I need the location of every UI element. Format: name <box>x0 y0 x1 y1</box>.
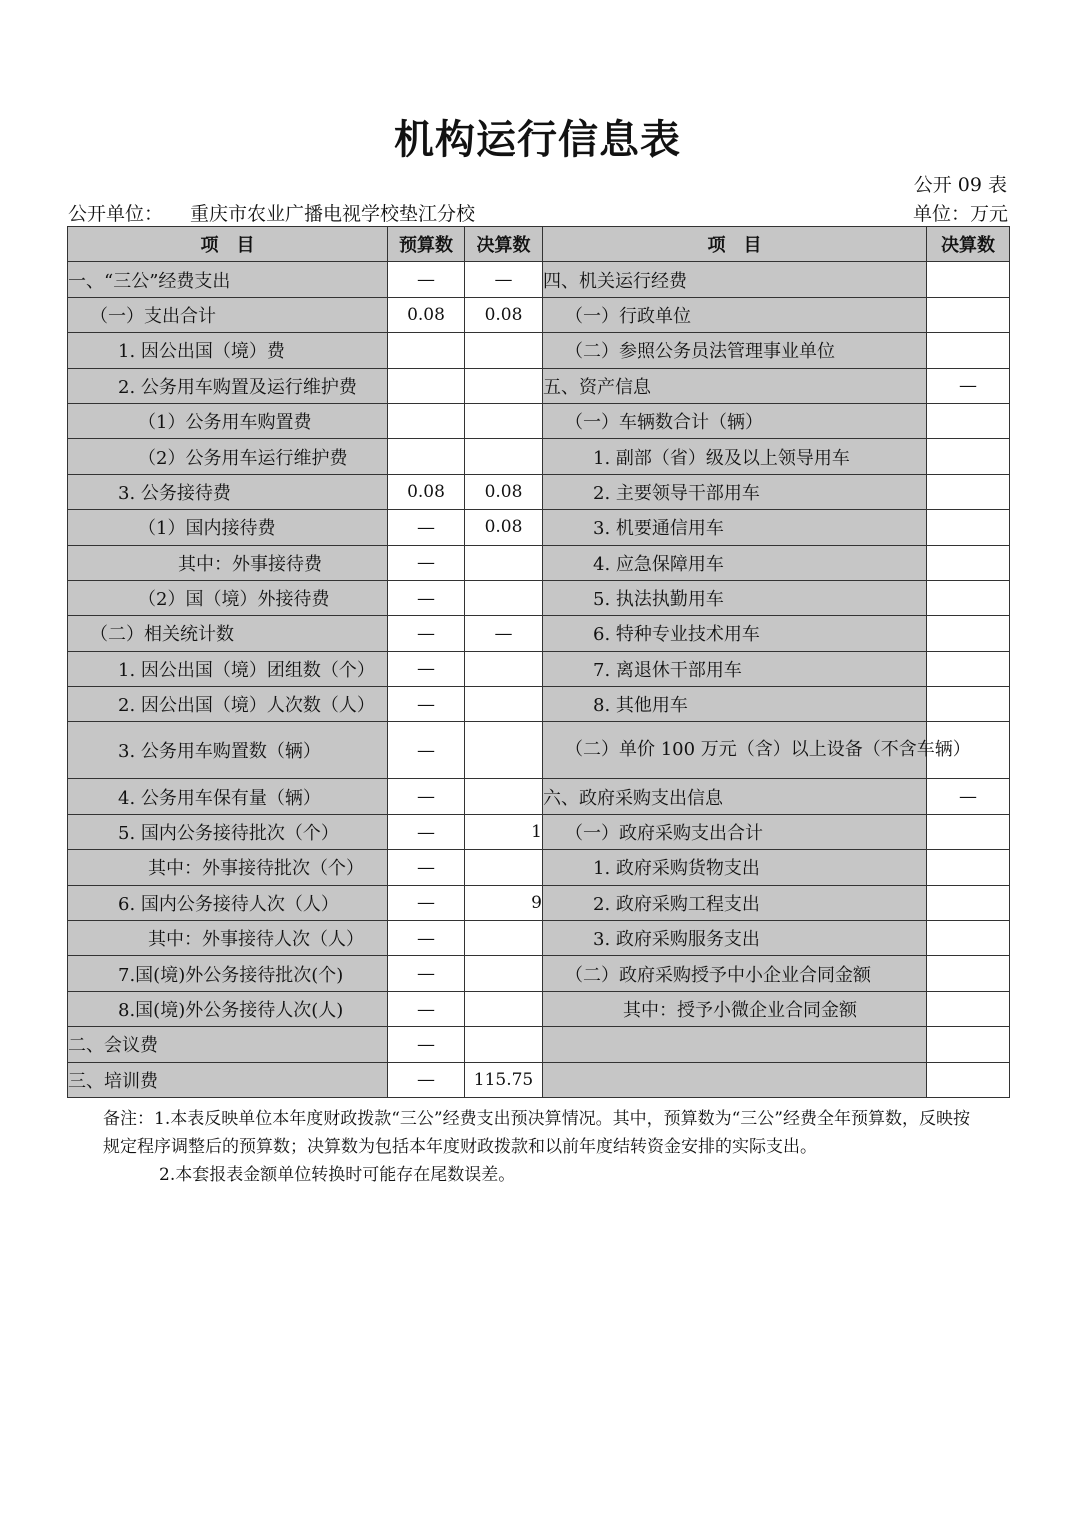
right-item: 4. 应急保障用车 <box>543 545 927 580</box>
final-value <box>465 403 543 438</box>
right-item: （二）参照公务员法管理事业单位 <box>543 333 927 368</box>
left-item: （1）国内接待费 <box>68 510 388 545</box>
budget-value: — <box>388 991 465 1026</box>
right-item: 3. 机要通信用车 <box>543 510 927 545</box>
right-value <box>927 439 1010 474</box>
budget-value: — <box>388 779 465 814</box>
left-item: 其中：外事接待批次（个） <box>68 850 388 885</box>
left-item: 4. 公务用车保有量（辆） <box>68 779 388 814</box>
unit-label: 公开单位： <box>68 203 164 225</box>
budget-value: — <box>388 814 465 849</box>
right-item: 7. 离退休干部用车 <box>543 651 927 686</box>
final-value <box>465 921 543 956</box>
unit-row <box>68 199 1008 225</box>
final-value <box>465 368 543 403</box>
final-value <box>465 333 543 368</box>
final-value <box>465 956 543 991</box>
right-item: 2. 政府采购工程支出 <box>543 885 927 920</box>
right-value <box>927 616 1010 651</box>
left-item: 2. 公务用车购置及运行维护费 <box>68 368 388 403</box>
left-item: 2. 因公出国（境）人次数（人） <box>68 687 388 722</box>
right-value <box>927 885 1010 920</box>
info-table <box>67 226 1010 1098</box>
table-row <box>68 616 1010 651</box>
final-value <box>465 991 543 1026</box>
right-value <box>927 510 1010 545</box>
final-value <box>465 779 543 814</box>
budget-value <box>388 439 465 474</box>
left-item: 5. 国内公务接待批次（个） <box>68 814 388 849</box>
right-item: （一）行政单位 <box>543 297 927 332</box>
table-row <box>68 651 1010 686</box>
right-item: 1. 副部（省）级及以上领导用车 <box>543 439 927 474</box>
table-row <box>68 439 1010 474</box>
final-value: 1 <box>465 814 543 849</box>
right-item: 其中：授予小微企业合同金额 <box>543 991 927 1026</box>
header-final: 决算数 <box>465 227 543 262</box>
table-row <box>68 474 1010 509</box>
left-item: 7.国(境)外公务接待批次(个) <box>68 956 388 991</box>
left-item: （二）相关统计数 <box>68 616 388 651</box>
budget-value: 0.08 <box>388 297 465 332</box>
final-value <box>465 850 543 885</box>
final-value: 0.08 <box>465 474 543 509</box>
right-value <box>927 545 1010 580</box>
budget-value: — <box>388 885 465 920</box>
budget-value: — <box>388 651 465 686</box>
left-item: 1. 因公出国（境）团组数（个） <box>68 651 388 686</box>
left-item: 6. 国内公务接待人次（人） <box>68 885 388 920</box>
budget-value: — <box>388 510 465 545</box>
right-value <box>927 956 1010 991</box>
right-item: 四、机关运行经费 <box>543 262 927 297</box>
right-value <box>927 991 1010 1026</box>
money-unit: 单位：万元 <box>912 203 1008 225</box>
budget-value: — <box>388 722 465 779</box>
budget-value <box>388 403 465 438</box>
right-value <box>927 297 1010 332</box>
final-value: 9 <box>465 885 543 920</box>
right-value: — <box>927 779 1010 814</box>
notes <box>103 1105 983 1189</box>
right-value: — <box>927 368 1010 403</box>
table-row <box>68 921 1010 956</box>
left-item: 3. 公务用车购置数（辆） <box>68 722 388 779</box>
final-value: 0.08 <box>465 297 543 332</box>
final-value <box>465 722 543 779</box>
header-row <box>68 227 1010 262</box>
right-value <box>927 814 1010 849</box>
budget-value: — <box>388 1027 465 1062</box>
table-row <box>68 510 1010 545</box>
right-item: 8. 其他用车 <box>543 687 927 722</box>
budget-value: — <box>388 956 465 991</box>
left-item: （2）国（境）外接待费 <box>68 580 388 615</box>
table-row <box>68 956 1010 991</box>
final-value <box>465 439 543 474</box>
table-row <box>68 885 1010 920</box>
left-item: 3. 公务接待费 <box>68 474 388 509</box>
table-row <box>68 1062 1010 1097</box>
right-value <box>927 687 1010 722</box>
table-row <box>68 779 1010 814</box>
right-value <box>927 262 1010 297</box>
left-item: 一、“三公”经费支出 <box>68 262 388 297</box>
table-row <box>68 687 1010 722</box>
right-item: （一）车辆数合计（辆） <box>543 403 927 438</box>
left-item: （一）支出合计 <box>68 297 388 332</box>
right-value <box>927 921 1010 956</box>
header-item-right: 项 目 <box>543 227 927 262</box>
left-item: 1. 因公出国（境）费 <box>68 333 388 368</box>
left-item: （1）公务用车购置费 <box>68 403 388 438</box>
table-row <box>68 262 1010 297</box>
right-item: 1. 政府采购货物支出 <box>543 850 927 885</box>
right-item: （一）政府采购支出合计 <box>543 814 927 849</box>
header-item: 项 目 <box>68 227 388 262</box>
right-item: 5. 执法执勤用车 <box>543 580 927 615</box>
table-row <box>68 297 1010 332</box>
right-value <box>927 580 1010 615</box>
table-row <box>68 580 1010 615</box>
budget-value: — <box>388 921 465 956</box>
left-item: （2）公务用车运行维护费 <box>68 439 388 474</box>
final-value <box>465 651 543 686</box>
final-value: 0.08 <box>465 510 543 545</box>
final-value: 115.75 <box>465 1062 543 1097</box>
final-value <box>465 687 543 722</box>
right-value <box>927 1062 1010 1097</box>
budget-value: — <box>388 1062 465 1097</box>
right-item: 6. 特种专业技术用车 <box>543 616 927 651</box>
note-1: 备注：1.本表反映单位本年度财政拨款“三公”经费支出预决算情况。其中，预算数为“三公”经费全年预算数，反映按规定程序调整后的预算数；决算数为包括本年度财政拨款和以前年度结转资金安排的实际支出。 <box>103 1109 970 1157</box>
header-final-right: 决算数 <box>927 227 1010 262</box>
table-row <box>68 545 1010 580</box>
table-row <box>68 333 1010 368</box>
left-item: 其中：外事接待费 <box>68 545 388 580</box>
budget-value <box>388 368 465 403</box>
table-row <box>68 368 1010 403</box>
right-item: 五、资产信息 <box>543 368 927 403</box>
budget-value: — <box>388 850 465 885</box>
right-value <box>927 651 1010 686</box>
table-row <box>68 403 1010 438</box>
left-item: 三、培训费 <box>68 1062 388 1097</box>
table-code: 公开 09 表 <box>913 174 1007 196</box>
page-title: 机构运行信息表 <box>394 117 681 163</box>
budget-value: — <box>388 616 465 651</box>
unit-name: 重庆市农业广播电视学校垫江分校 <box>190 203 476 225</box>
table-row <box>68 814 1010 849</box>
budget-value: — <box>388 545 465 580</box>
budget-value: — <box>388 580 465 615</box>
right-item: （二）政府采购授予中小企业合同金额 <box>543 956 927 991</box>
budget-value: — <box>388 687 465 722</box>
right-item: 六、政府采购支出信息 <box>543 779 927 814</box>
left-item: 8.国(境)外公务接待人次(人) <box>68 991 388 1026</box>
right-value <box>927 474 1010 509</box>
note-2: 2.本套报表金额单位转换时可能存在尾数误差。 <box>159 1165 516 1185</box>
right-item: 2. 主要领导干部用车 <box>543 474 927 509</box>
left-item: 二、会议费 <box>68 1027 388 1062</box>
table-row <box>68 850 1010 885</box>
final-value: — <box>465 616 543 651</box>
budget-value: — <box>388 262 465 297</box>
left-item: 其中：外事接待人次（人） <box>68 921 388 956</box>
header-budget: 预算数 <box>388 227 465 262</box>
right-item <box>543 1027 927 1062</box>
budget-value <box>388 333 465 368</box>
right-value <box>927 403 1010 438</box>
right-value <box>927 850 1010 885</box>
right-item: 3. 政府采购服务支出 <box>543 921 927 956</box>
final-value: — <box>465 262 543 297</box>
budget-value: 0.08 <box>388 474 465 509</box>
right-value <box>927 1027 1010 1062</box>
right-item <box>543 1062 927 1097</box>
right-item: （二）单价 100 万元（含）以上设备（不含车辆） <box>543 722 927 779</box>
right-value <box>927 333 1010 368</box>
final-value <box>465 580 543 615</box>
final-value <box>465 1027 543 1062</box>
table-row <box>68 1027 1010 1062</box>
table-row <box>68 991 1010 1026</box>
final-value <box>465 545 543 580</box>
table-row <box>68 722 1010 779</box>
